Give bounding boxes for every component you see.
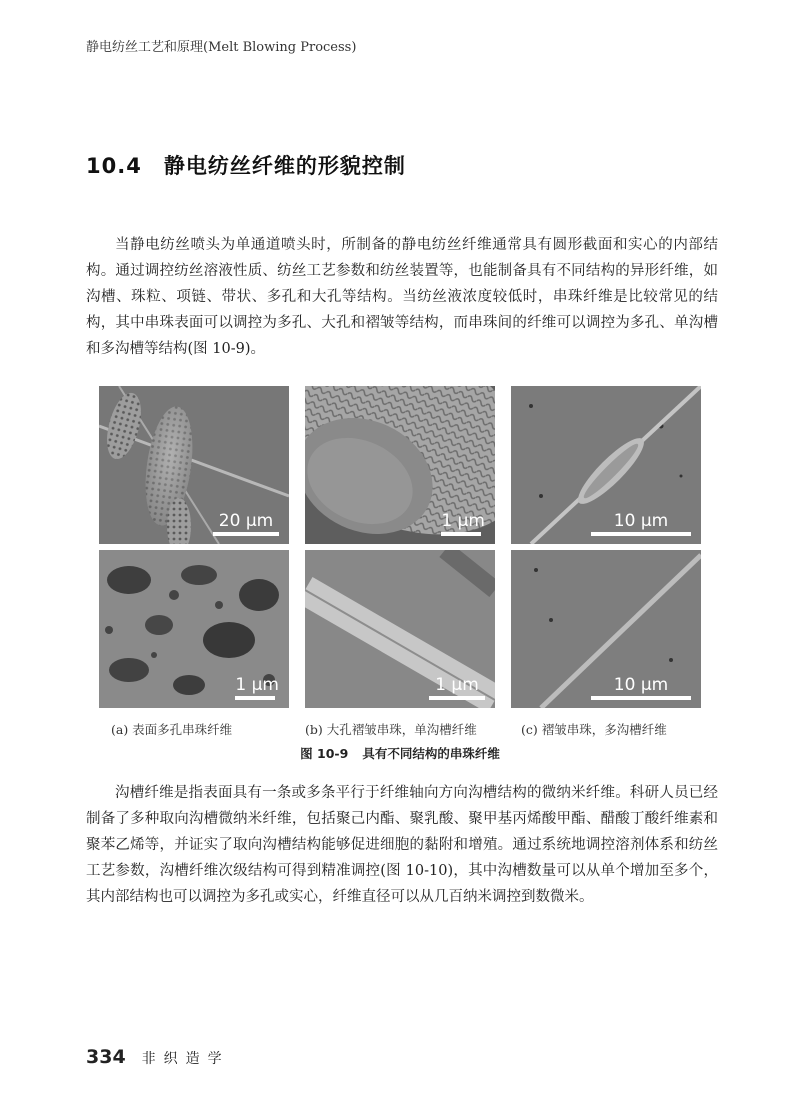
page-number: 334 [86,1046,126,1068]
figure-caption [0,744,800,762]
section-heading [86,150,406,180]
sem-image-a-bottom [99,550,289,708]
scale-bar [235,676,279,700]
scale-bar [591,676,691,700]
running-head: 静电纺丝工艺和原理(Melt Blowing Process) [86,40,357,55]
figure-title: 具有不同结构的串珠纤维 [362,746,500,761]
sem-image-c-top [511,386,701,544]
paragraph-intro: 当静电纺丝喷头为单通道喷头时，所制备的静电纺丝纤维通常具有圆形截面和实心的内部结构。通过调控纺丝溶液性质、纺丝工艺参数和纺丝装置等，也能制备具有不同结构的异形纤维，如沟槽、珠粒、项链、带状、多孔和大孔等结构。当纺丝液浓度较低时，串珠纤维是比较常见的结构，其中串珠表面可以调控为多孔、大孔和褶皱等结构，而串珠间的纤维可以调控为多孔、单沟槽和多沟槽等结构(图 10-9)。 [86,237,718,357]
page-footer [86,1046,230,1068]
scale-bar [441,512,485,536]
scale-label: 1 μm [235,675,279,695]
sem-image-a-top [99,386,289,544]
sem-image-b-top [305,386,495,544]
scale-label: 10 μm [613,675,669,695]
paragraph-grooved-fibers: 沟槽纤维是指表面具有一条或多条平行于纤维轴向方向沟槽结构的微纳米纤维。科研人员已经制备了多种取向沟槽微纳米纤维，包括聚己内酯、聚乳酸、聚甲基丙烯酸甲酯、醋酸丁酸纤维素和聚苯乙烯等，并证实了取向沟槽结构能够促进细胞的黏附和增殖。通过系统地调控溶剂体系和纺丝工艺参数，沟槽纤维次级结构可得到精准调控(图 10-10)，其中沟槽数量可以从单个增加至多个，其内部结构也可以调控为多孔或实心，纤维直径可以从几百纳米调控到数微米。 [86,785,718,905]
scale-bar [429,676,485,700]
scale-label: 20 μm [218,511,274,531]
figure-number: 图 10-9 [300,746,349,761]
subcaption-c: (c) 褶皱串珠，多沟槽纤维 [521,722,667,737]
scale-label: 1 μm [441,511,485,531]
section-title: 静电纺丝纤维的形貌控制 [163,154,406,178]
sem-image-c-bottom [511,550,701,708]
scale-label: 1 μm [435,675,479,695]
book-title: 非织造学 [141,1051,230,1067]
sem-image-b-bottom [305,550,495,708]
scale-bar [213,512,279,536]
figure-10-9 [99,386,701,708]
subcaption-b: (b) 大孔褶皱串珠，单沟槽纤维 [305,722,477,737]
subcaption-a: (a) 表面多孔串珠纤维 [111,722,233,737]
scale-label: 10 μm [613,511,669,531]
section-number: 10.4 [86,154,142,178]
scale-bar [591,512,691,536]
